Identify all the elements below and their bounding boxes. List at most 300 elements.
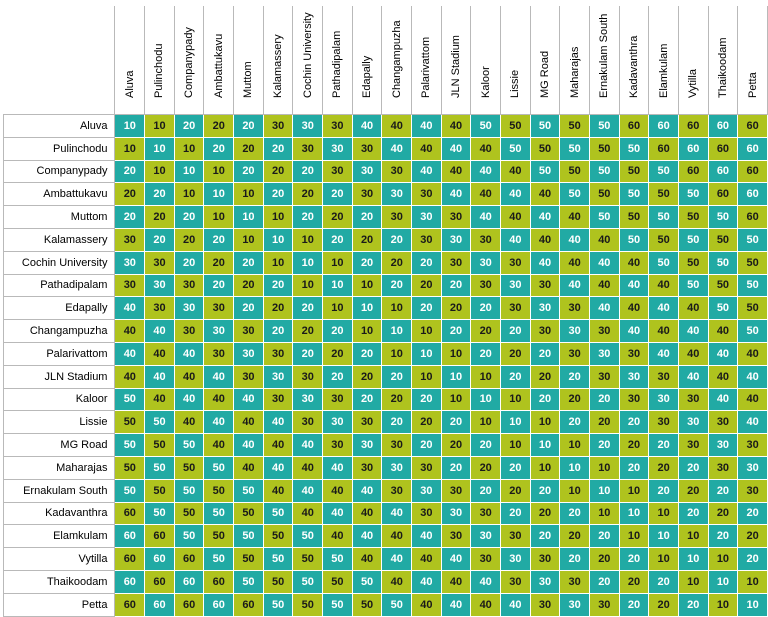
fare-cell: 50 xyxy=(323,593,353,616)
fare-cell: 30 xyxy=(471,502,501,525)
fare-cell: 20 xyxy=(204,228,234,251)
fare-cell: 20 xyxy=(174,206,204,229)
fare-cell: 30 xyxy=(382,206,412,229)
fare-cell: 30 xyxy=(412,183,442,206)
fare-cell: 20 xyxy=(441,320,471,343)
column-header-label: Petta xyxy=(746,72,759,98)
fare-cell: 40 xyxy=(441,160,471,183)
fare-cell: 20 xyxy=(412,411,442,434)
fare-cell: 40 xyxy=(204,365,234,388)
fare-cell: 50 xyxy=(145,456,175,479)
fare-cell: 40 xyxy=(382,502,412,525)
column-header xyxy=(589,6,619,115)
fare-cell: 20 xyxy=(560,388,590,411)
fare-cell: 10 xyxy=(649,548,679,571)
row-header: Thaikoodam xyxy=(4,570,115,593)
fare-cell: 40 xyxy=(619,251,649,274)
fare-cell: 50 xyxy=(649,206,679,229)
fare-cell: 20 xyxy=(589,570,619,593)
fare-cell: 20 xyxy=(708,525,738,548)
fare-cell: 20 xyxy=(619,548,649,571)
fare-cell: 50 xyxy=(204,479,234,502)
column-header-label: Lissie xyxy=(509,69,522,98)
row-header: Kalamassery xyxy=(4,228,115,251)
fare-cell: 30 xyxy=(471,274,501,297)
fare-cell: 10 xyxy=(530,456,560,479)
fare-cell: 40 xyxy=(441,137,471,160)
fare-cell: 40 xyxy=(115,320,145,343)
fare-cell: 10 xyxy=(530,434,560,457)
column-header xyxy=(293,6,323,115)
fare-cell: 40 xyxy=(293,434,323,457)
fare-cell: 20 xyxy=(115,206,145,229)
fare-cell: 40 xyxy=(530,183,560,206)
fare-cell: 50 xyxy=(293,570,323,593)
fare-cell: 40 xyxy=(589,228,619,251)
fare-cell: 10 xyxy=(471,388,501,411)
fare-cell: 20 xyxy=(263,320,293,343)
fare-cell: 40 xyxy=(412,548,442,571)
fare-cell: 30 xyxy=(589,342,619,365)
fare-cell: 10 xyxy=(441,388,471,411)
fare-cell: 40 xyxy=(501,206,531,229)
fare-cell: 20 xyxy=(501,342,531,365)
fare-cell: 50 xyxy=(263,502,293,525)
fare-cell: 20 xyxy=(649,593,679,616)
fare-cell: 40 xyxy=(708,388,738,411)
fare-cell: 30 xyxy=(293,411,323,434)
table-row xyxy=(4,206,768,229)
fare-cell: 20 xyxy=(560,365,590,388)
fare-cell: 60 xyxy=(204,570,234,593)
fare-cell: 30 xyxy=(649,388,679,411)
fare-cell: 10 xyxy=(619,525,649,548)
fare-cell: 30 xyxy=(263,365,293,388)
fare-cell: 40 xyxy=(589,274,619,297)
fare-cell: 20 xyxy=(471,456,501,479)
fare-cell: 30 xyxy=(174,297,204,320)
fare-cell: 30 xyxy=(501,297,531,320)
fare-cell: 50 xyxy=(678,206,708,229)
fare-cell: 60 xyxy=(678,115,708,138)
fare-cell: 20 xyxy=(441,411,471,434)
fare-cell: 20 xyxy=(352,206,382,229)
fare-cell: 10 xyxy=(352,320,382,343)
fare-cell: 20 xyxy=(530,365,560,388)
fare-cell: 20 xyxy=(501,479,531,502)
fare-cell: 10 xyxy=(678,548,708,571)
table-row xyxy=(4,183,768,206)
fare-cell: 10 xyxy=(263,251,293,274)
fare-cell: 30 xyxy=(619,388,649,411)
fare-cell: 60 xyxy=(145,593,175,616)
fare-cell: 10 xyxy=(204,183,234,206)
fare-cell: 30 xyxy=(382,160,412,183)
fare-cell: 40 xyxy=(649,274,679,297)
fare-cell: 10 xyxy=(738,570,768,593)
fare-cell: 20 xyxy=(412,434,442,457)
fare-cell: 30 xyxy=(560,342,590,365)
fare-cell: 30 xyxy=(293,137,323,160)
fare-cell: 40 xyxy=(174,365,204,388)
fare-cell: 20 xyxy=(293,297,323,320)
fare-cell: 20 xyxy=(678,456,708,479)
fare-cell: 20 xyxy=(234,160,264,183)
fare-cell: 40 xyxy=(560,251,590,274)
fare-cell: 20 xyxy=(530,388,560,411)
fare-cell: 40 xyxy=(471,593,501,616)
fare-cell: 50 xyxy=(263,525,293,548)
fare-cell: 20 xyxy=(471,434,501,457)
column-header xyxy=(530,6,560,115)
fare-cell: 10 xyxy=(412,365,442,388)
fare-cell: 20 xyxy=(382,274,412,297)
fare-cell: 50 xyxy=(678,274,708,297)
fare-cell: 50 xyxy=(115,479,145,502)
row-header: Maharajas xyxy=(4,456,115,479)
fare-cell: 20 xyxy=(441,434,471,457)
fare-cell: 20 xyxy=(678,479,708,502)
fare-cell: 10 xyxy=(738,593,768,616)
fare-cell: 20 xyxy=(471,342,501,365)
fare-cell: 20 xyxy=(323,365,353,388)
table-row xyxy=(4,274,768,297)
fare-cell: 60 xyxy=(738,115,768,138)
fare-cell: 30 xyxy=(649,365,679,388)
fare-cell: 30 xyxy=(708,456,738,479)
corner-cell xyxy=(4,6,115,115)
column-header xyxy=(471,6,501,115)
fare-cell: 30 xyxy=(619,365,649,388)
fare-cell: 20 xyxy=(115,183,145,206)
fare-cell: 10 xyxy=(174,160,204,183)
fare-cell: 30 xyxy=(115,251,145,274)
fare-cell: 20 xyxy=(174,251,204,274)
fare-cell: 10 xyxy=(234,206,264,229)
fare-cell: 40 xyxy=(293,456,323,479)
fare-cell: 40 xyxy=(115,365,145,388)
fare-cell: 30 xyxy=(589,593,619,616)
fare-cell: 30 xyxy=(471,525,501,548)
fare-cell: 40 xyxy=(530,251,560,274)
fare-cell: 10 xyxy=(145,160,175,183)
fare-cell: 50 xyxy=(263,548,293,571)
fare-cell: 40 xyxy=(471,183,501,206)
fare-cell: 50 xyxy=(174,502,204,525)
row-header: Edapally xyxy=(4,297,115,320)
fare-cell: 20 xyxy=(649,456,679,479)
fare-cell: 60 xyxy=(115,502,145,525)
fare-cell: 10 xyxy=(678,570,708,593)
fare-cell: 30 xyxy=(678,411,708,434)
fare-cell: 50 xyxy=(619,160,649,183)
fare-cell: 20 xyxy=(412,388,442,411)
fare-cell: 30 xyxy=(234,365,264,388)
fare-cell: 50 xyxy=(501,115,531,138)
fare-cell: 30 xyxy=(293,115,323,138)
fare-cell: 60 xyxy=(738,206,768,229)
fare-cell: 20 xyxy=(501,456,531,479)
fare-cell: 10 xyxy=(589,456,619,479)
fare-cell: 30 xyxy=(352,183,382,206)
fare-cell: 50 xyxy=(708,228,738,251)
column-header-label: Edapally xyxy=(361,55,374,98)
fare-cell: 20 xyxy=(382,365,412,388)
fare-cell: 30 xyxy=(441,525,471,548)
fare-cell: 60 xyxy=(115,593,145,616)
fare-cell: 30 xyxy=(412,502,442,525)
column-header xyxy=(678,6,708,115)
fare-cell: 40 xyxy=(471,137,501,160)
fare-cell: 50 xyxy=(471,115,501,138)
fare-cell: 50 xyxy=(501,137,531,160)
fare-cell: 50 xyxy=(649,183,679,206)
table-row xyxy=(4,479,768,502)
fare-cell: 20 xyxy=(352,228,382,251)
fare-cell: 20 xyxy=(234,297,264,320)
fare-cell: 10 xyxy=(145,137,175,160)
table-row xyxy=(4,570,768,593)
fare-cell: 30 xyxy=(352,160,382,183)
fare-cell: 20 xyxy=(352,342,382,365)
fare-cell: 20 xyxy=(530,479,560,502)
fare-cell: 50 xyxy=(619,137,649,160)
fare-cell: 20 xyxy=(204,251,234,274)
fare-cell: 10 xyxy=(708,570,738,593)
fare-cell: 20 xyxy=(234,251,264,274)
fare-cell: 40 xyxy=(441,570,471,593)
fare-cell: 30 xyxy=(501,525,531,548)
column-header xyxy=(738,6,768,115)
fare-cell: 30 xyxy=(382,456,412,479)
fare-cell: 40 xyxy=(115,297,145,320)
table-row xyxy=(4,297,768,320)
fare-cell: 20 xyxy=(293,183,323,206)
fare-cell: 60 xyxy=(115,525,145,548)
column-header xyxy=(145,6,175,115)
column-header-label: Changampuzha xyxy=(390,20,403,98)
fare-cell: 30 xyxy=(323,115,353,138)
fare-cell: 10 xyxy=(560,434,590,457)
fare-cell: 40 xyxy=(323,456,353,479)
fare-cell: 20 xyxy=(441,297,471,320)
fare-cell: 30 xyxy=(441,228,471,251)
fare-cell: 30 xyxy=(352,434,382,457)
fare-cell: 20 xyxy=(501,320,531,343)
fare-cell: 50 xyxy=(204,456,234,479)
fare-cell: 20 xyxy=(204,274,234,297)
fare-cell: 30 xyxy=(441,251,471,274)
row-header: Pulinchodu xyxy=(4,137,115,160)
fare-cell: 60 xyxy=(649,137,679,160)
fare-cell: 50 xyxy=(589,183,619,206)
fare-cell: 50 xyxy=(708,297,738,320)
fare-cell: 60 xyxy=(649,115,679,138)
fare-cell: 30 xyxy=(204,320,234,343)
column-header-label: Companypady xyxy=(183,27,196,98)
fare-cell: 10 xyxy=(174,137,204,160)
fare-cell: 40 xyxy=(441,593,471,616)
fare-cell: 50 xyxy=(323,548,353,571)
row-header: Elamkulam xyxy=(4,525,115,548)
fare-cell: 30 xyxy=(738,479,768,502)
fare-cell: 40 xyxy=(174,342,204,365)
fare-cell: 20 xyxy=(441,456,471,479)
table-row xyxy=(4,365,768,388)
fare-cell: 50 xyxy=(708,274,738,297)
fare-cell: 40 xyxy=(263,411,293,434)
fare-cell: 30 xyxy=(589,365,619,388)
fare-cell: 40 xyxy=(441,115,471,138)
fare-cell: 10 xyxy=(441,342,471,365)
fare-cell: 20 xyxy=(412,251,442,274)
fare-cell: 30 xyxy=(501,274,531,297)
fare-cell: 40 xyxy=(501,228,531,251)
fare-cell: 10 xyxy=(560,456,590,479)
fare-cell: 10 xyxy=(204,160,234,183)
fare-cell: 50 xyxy=(293,525,323,548)
column-header-label: Aluva xyxy=(123,70,136,98)
fare-cell: 30 xyxy=(145,274,175,297)
fare-cell: 30 xyxy=(204,297,234,320)
fare-cell: 40 xyxy=(382,137,412,160)
fare-cell: 50 xyxy=(234,548,264,571)
column-header xyxy=(263,6,293,115)
fare-cell: 40 xyxy=(649,342,679,365)
header-row xyxy=(4,6,768,115)
fare-cell: 20 xyxy=(323,342,353,365)
fare-cell: 30 xyxy=(678,388,708,411)
fare-cell: 10 xyxy=(323,297,353,320)
fare-cell: 40 xyxy=(708,320,738,343)
fare-cell: 40 xyxy=(678,342,708,365)
fare-cell: 50 xyxy=(738,320,768,343)
fare-cell: 40 xyxy=(708,342,738,365)
fare-cell: 20 xyxy=(708,479,738,502)
column-header xyxy=(649,6,679,115)
fare-cell: 60 xyxy=(678,160,708,183)
fare-cell: 50 xyxy=(234,570,264,593)
fare-cell: 50 xyxy=(145,479,175,502)
fare-cell: 50 xyxy=(115,411,145,434)
fare-cell: 30 xyxy=(530,593,560,616)
column-header-label: Muttom xyxy=(242,61,255,98)
fare-cell: 30 xyxy=(382,183,412,206)
fare-cell: 50 xyxy=(234,479,264,502)
fare-cell: 50 xyxy=(649,160,679,183)
fare-cell: 10 xyxy=(441,365,471,388)
fare-cell: 50 xyxy=(649,251,679,274)
fare-cell: 20 xyxy=(619,411,649,434)
fare-cell: 40 xyxy=(649,320,679,343)
fare-cell: 30 xyxy=(115,228,145,251)
fare-cell: 30 xyxy=(145,251,175,274)
fare-cell: 40 xyxy=(382,525,412,548)
table-row xyxy=(4,160,768,183)
fare-cell: 30 xyxy=(560,297,590,320)
fare-cell: 10 xyxy=(234,228,264,251)
fare-cell: 60 xyxy=(145,548,175,571)
fare-cell: 40 xyxy=(678,365,708,388)
fare-cell: 40 xyxy=(412,593,442,616)
column-header-label: Kaloor xyxy=(479,66,492,98)
fare-cell: 10 xyxy=(412,342,442,365)
fare-cell: 60 xyxy=(708,137,738,160)
fare-cell: 50 xyxy=(560,115,590,138)
column-header-label: Pulinchodu xyxy=(153,43,166,98)
table-row xyxy=(4,251,768,274)
fare-cell: 40 xyxy=(589,251,619,274)
fare-cell: 40 xyxy=(174,388,204,411)
fare-cell: 20 xyxy=(293,206,323,229)
fare-cell: 10 xyxy=(501,411,531,434)
fare-cell: 60 xyxy=(738,160,768,183)
fare-cell: 40 xyxy=(352,548,382,571)
fare-cell: 40 xyxy=(589,297,619,320)
fare-cell: 50 xyxy=(619,206,649,229)
row-header: Vytilla xyxy=(4,548,115,571)
fare-cell: 50 xyxy=(619,183,649,206)
fare-cell: 30 xyxy=(293,388,323,411)
fare-cell: 40 xyxy=(263,456,293,479)
fare-cell: 20 xyxy=(263,183,293,206)
fare-cell: 20 xyxy=(204,137,234,160)
fare-cell: 50 xyxy=(204,548,234,571)
fare-cell: 40 xyxy=(234,456,264,479)
fare-cell: 30 xyxy=(174,274,204,297)
fare-cell: 30 xyxy=(530,320,560,343)
column-header xyxy=(412,6,442,115)
fare-cell: 20 xyxy=(530,342,560,365)
fare-cell: 10 xyxy=(293,251,323,274)
fare-cell: 20 xyxy=(471,320,501,343)
fare-cell: 30 xyxy=(501,548,531,571)
fare-cell: 40 xyxy=(412,525,442,548)
fare-cell: 50 xyxy=(738,251,768,274)
fare-cell: 50 xyxy=(530,115,560,138)
fare-cell: 30 xyxy=(708,411,738,434)
fare-cell: 50 xyxy=(145,411,175,434)
row-header: Ernakulam South xyxy=(4,479,115,502)
fare-cell: 10 xyxy=(382,320,412,343)
column-header xyxy=(560,6,590,115)
fare-cell: 20 xyxy=(352,251,382,274)
column-header-label: Ernakulam South xyxy=(598,13,611,98)
fare-cell: 50 xyxy=(589,206,619,229)
fare-cell: 10 xyxy=(382,342,412,365)
table-row xyxy=(4,456,768,479)
fare-cell: 30 xyxy=(382,434,412,457)
fare-cell: 50 xyxy=(293,548,323,571)
fare-cell: 30 xyxy=(619,342,649,365)
fare-cell: 40 xyxy=(323,525,353,548)
fare-cell: 40 xyxy=(412,137,442,160)
fare-cell: 10 xyxy=(501,434,531,457)
column-header xyxy=(204,6,234,115)
fare-cell: 40 xyxy=(530,206,560,229)
fare-cell: 10 xyxy=(589,502,619,525)
fare-cell: 50 xyxy=(560,183,590,206)
column-header-label: Cochin University xyxy=(301,12,314,98)
fare-cell: 50 xyxy=(263,570,293,593)
fare-cell: 30 xyxy=(530,570,560,593)
row-header: Aluva xyxy=(4,115,115,138)
fare-cell: 40 xyxy=(501,183,531,206)
column-header xyxy=(441,6,471,115)
fare-cell: 20 xyxy=(471,479,501,502)
row-header: Companypady xyxy=(4,160,115,183)
fare-cell: 10 xyxy=(649,502,679,525)
